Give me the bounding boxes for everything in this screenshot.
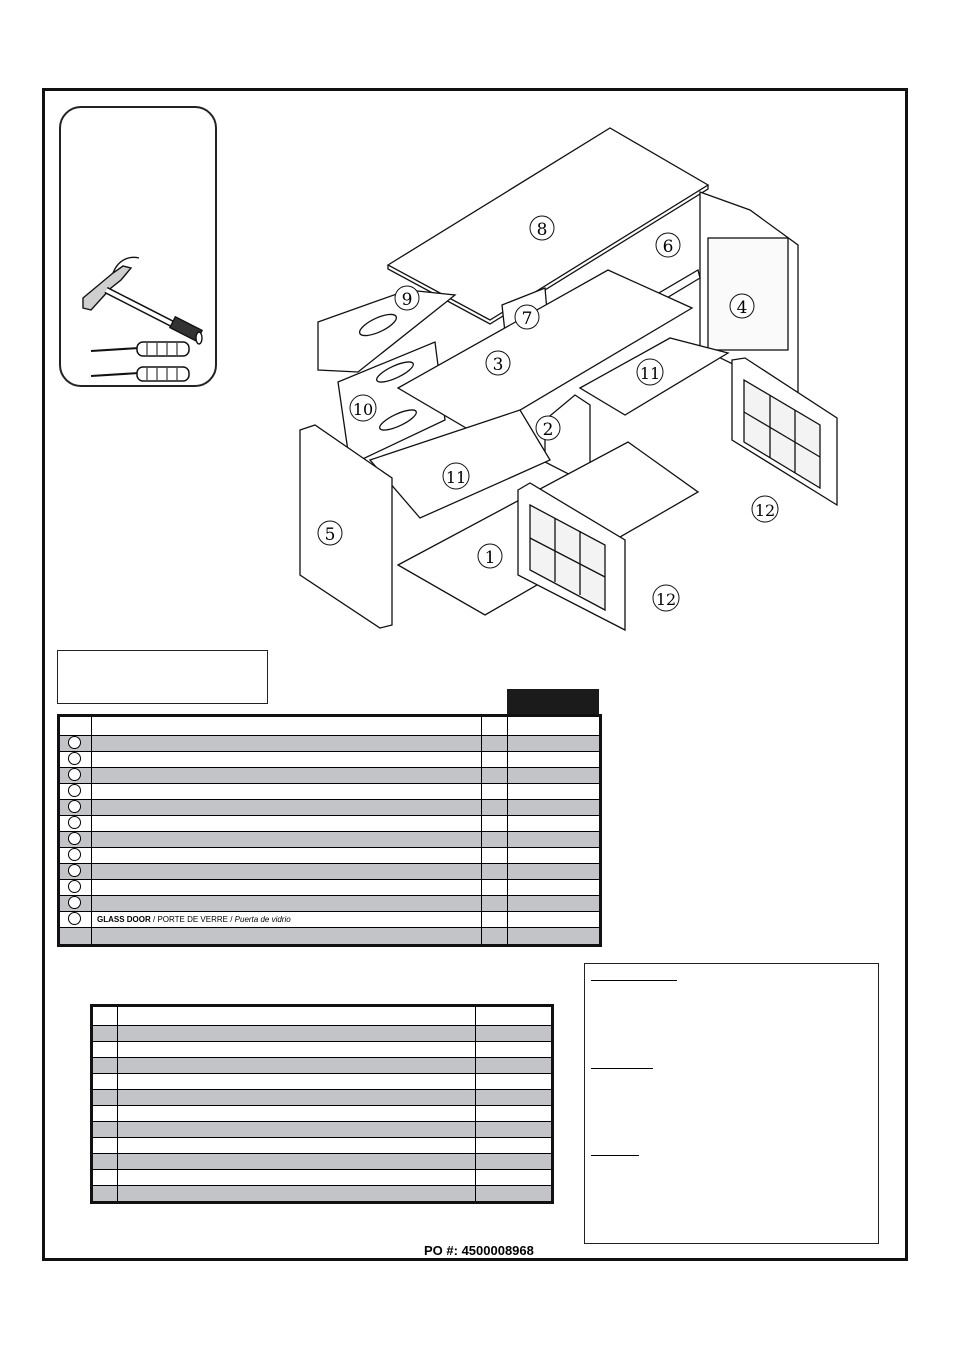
table-row <box>59 800 601 816</box>
notes-heading-underline <box>591 1068 653 1069</box>
table-row <box>92 1026 553 1042</box>
table-header-row <box>92 1006 553 1026</box>
hammer-icon <box>83 257 202 344</box>
table-row <box>59 848 601 864</box>
table-row <box>92 1154 553 1170</box>
part-label <box>92 768 482 784</box>
part-label-bold: GLASS DOOR <box>97 915 151 924</box>
part-marker-circle <box>68 816 81 829</box>
callout-6: 6 <box>662 237 674 257</box>
part-marker-circle <box>68 896 81 909</box>
table-row <box>92 1074 553 1090</box>
part-marker-circle <box>68 800 81 813</box>
tools-panel <box>59 106 217 387</box>
part-label <box>92 880 482 896</box>
part-marker-circle <box>68 864 81 877</box>
part-label-spanish: Puerta de vidrio <box>234 915 291 924</box>
callout-4: 4 <box>736 298 748 318</box>
flathead-screwdriver-icon <box>91 367 189 381</box>
hardware-list-table <box>90 1004 554 1204</box>
part-marker-circle <box>68 832 81 845</box>
part-marker-circle <box>68 768 81 781</box>
model-info-box <box>57 650 268 704</box>
part-label <box>92 752 482 768</box>
callout-11-right: 11 <box>639 364 661 383</box>
parts-list-table <box>57 714 602 947</box>
notes-heading-underline <box>591 1155 639 1156</box>
part-label <box>92 816 482 832</box>
part-marker-circle <box>68 752 81 765</box>
table-row <box>92 1042 553 1058</box>
table-row <box>59 832 601 848</box>
part-label <box>92 832 482 848</box>
callout-10: 10 <box>352 400 374 419</box>
part-marker-circle <box>68 848 81 861</box>
part-label <box>92 800 482 816</box>
table-row <box>59 864 601 880</box>
part-label <box>92 736 482 752</box>
part-marker-circle <box>68 736 81 749</box>
table-row <box>59 784 601 800</box>
exploded-assembly-diagram <box>280 120 860 640</box>
tools-illustration <box>61 108 219 389</box>
table-header-row <box>59 716 601 736</box>
part-label <box>92 848 482 864</box>
part-marker-circle <box>68 880 81 893</box>
table-row <box>59 752 601 768</box>
part-label <box>92 896 482 912</box>
part-label-glass-door <box>92 912 482 928</box>
table-row <box>92 1186 553 1203</box>
callout-9: 9 <box>401 290 413 310</box>
callout-2: 2 <box>542 420 554 440</box>
callout-7: 7 <box>521 309 533 329</box>
table-row <box>59 880 601 896</box>
table-row <box>92 1090 553 1106</box>
part-marker-circle <box>68 912 81 925</box>
table-row <box>92 1170 553 1186</box>
part-label <box>92 784 482 800</box>
part-label <box>92 864 482 880</box>
quantity-header-bar <box>507 689 599 715</box>
callout-12-front: 12 <box>655 590 677 609</box>
table-row <box>92 1106 553 1122</box>
table-row <box>59 896 601 912</box>
notes-box <box>584 963 879 1244</box>
table-row <box>92 1058 553 1074</box>
panel-5-left-side <box>300 425 392 628</box>
part-marker-circle <box>68 784 81 797</box>
notes-heading-underline <box>591 980 677 981</box>
callout-3: 3 <box>492 355 504 375</box>
table-row <box>92 1122 553 1138</box>
table-row <box>59 816 601 832</box>
callout-11-left: 11 <box>445 468 467 487</box>
po-number: PO #: 4500008968 <box>424 1243 534 1258</box>
table-footer-row <box>59 928 601 946</box>
table-row <box>59 768 601 784</box>
phillips-screwdriver-icon <box>91 342 189 356</box>
callout-12-right: 12 <box>754 501 776 520</box>
callout-8: 8 <box>536 220 548 240</box>
callout-1: 1 <box>484 548 496 568</box>
table-row <box>59 736 601 752</box>
table-row <box>92 1138 553 1154</box>
callout-5: 5 <box>324 525 336 545</box>
table-row <box>59 912 601 928</box>
part-label-french: / PORTE DE VERRE / <box>150 915 235 924</box>
